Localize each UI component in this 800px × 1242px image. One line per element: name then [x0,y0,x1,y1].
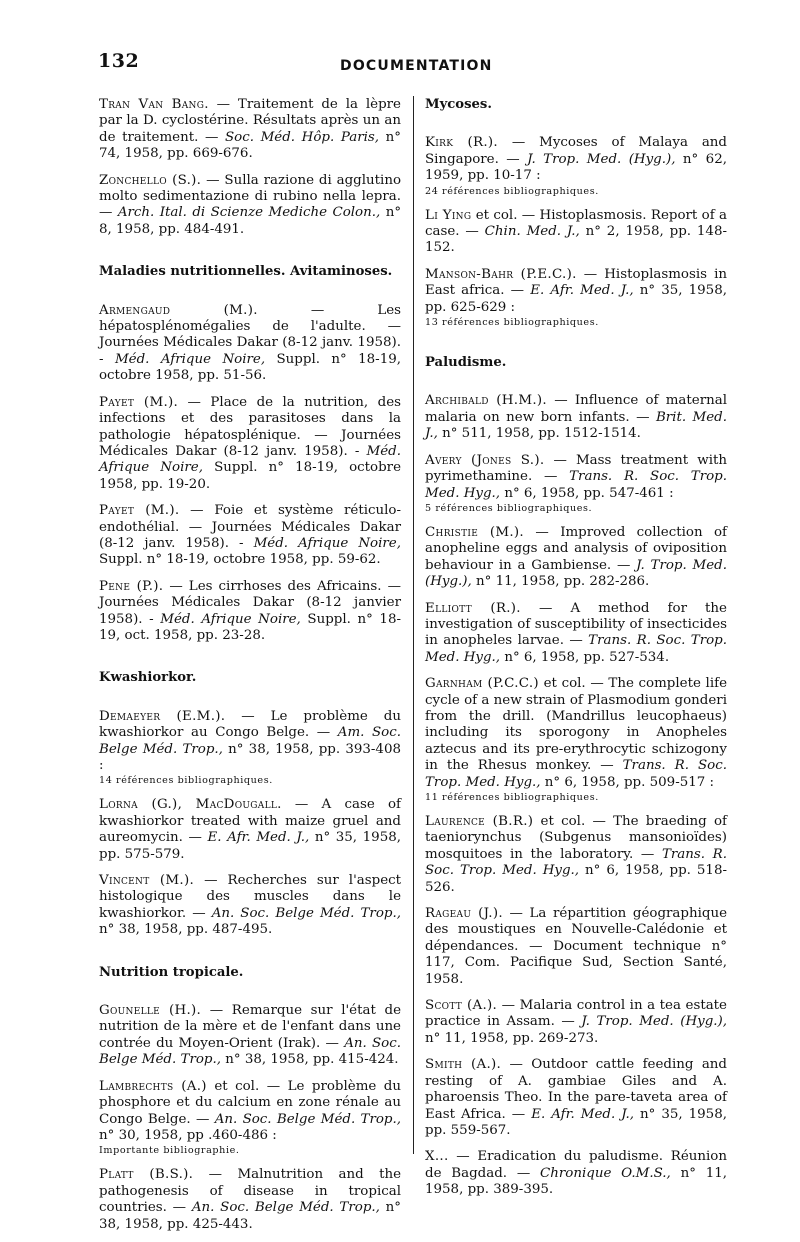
entry-details: n° 6, 1958, pp. 518-526. [425,863,727,895]
bibliography-entry [99,97,401,163]
entry-text: — Remarque sur l'état de nutrition de la mère et de l'enfant dans une contrée du Moyen-Orient (Irak). — [99,1003,401,1051]
section-heading: Nutrition tropicale. [99,964,244,980]
entry-text: et col. — The complete life cycle of a new strain of Plasmodium gonderi from the drill. (Mandrillus leucophaeus) including its sporogony in Anopheles aztecus and its pre-erythrocytic schizogony in the Rhesus monkey. — [425,676,727,774]
bibliography-entry [425,1149,727,1198]
entry-text: — Mass treatment with pyrimethamine. — [425,452,727,485]
entry-text: — Outdoor cattle feeding and resting of A. gambiae Giles and A. pharoensis Theo. In the pare-taveta area of East Africa. — [425,1057,728,1122]
spacer [99,1069,401,1079]
entry-text: — Recherches sur l'aspect histologique des muscles dans le kwashiorkor. — [99,873,402,921]
bibliography-entry [99,1167,401,1233]
entry-text: — A case of kwashiorkor treated with maize gruel and aureomycin. — [99,797,401,846]
bibliography-entry [425,267,727,329]
bibliography-entry [425,676,727,804]
page-number: 132 [98,50,140,72]
spacer [425,371,727,393]
bibliography-entry [99,1003,401,1069]
spacer [99,493,401,503]
entry-journal: An. Soc. Belge Méd. Trop., [211,905,401,921]
spacer [99,939,401,965]
entry-journal: Méd. Afrique Noire, [253,535,401,551]
spacer [425,1047,727,1057]
entry-author: Platt (B.S.). [99,1167,194,1183]
entry-journal: Trans. R. Soc. Trop. Med. Hyg., [425,469,728,501]
entry-details: Suppl. n° 18-19, octobre 1958, pp. 19-20. [99,460,401,492]
entry-details: n° 35, 1958, pp. 575-579. [99,830,401,862]
entry-text: — Eradication du paludisme. Réunion de Bagdad. — [425,1149,727,1181]
bibliography-entry [425,525,727,591]
entry-author: Demaeyer (E.M.). [99,708,226,724]
entry-journal: Chronique O.M.S., [540,1165,671,1181]
spacer [99,644,401,670]
entry-journal: J. Trop. Med. (Hyg.), [527,151,676,167]
section-heading: Mycoses. [425,97,492,112]
entry-journal: Am. Soc. Belge Méd. Trop., [99,725,402,757]
entry-author: Smith (A.). [425,1057,502,1073]
entry-text: — Le problème du kwashiorkor au Congo Belge. — [99,708,401,741]
entry-author: Avery (Jones S.). [425,452,545,468]
spacer [425,1139,727,1149]
right-column [425,97,727,1199]
entry-author: Kirk (R.). [425,135,498,151]
entry-text: — Sulla razione di agglutino molto sedimentazione di rubino nella lepra. — [99,172,402,221]
entry-author: Li Ying [425,207,472,223]
entry-details: n° 38, 1958, pp. 425-443. [99,1200,402,1232]
entry-author: Manson-Bahr (P.E.C.). [425,266,577,282]
spacer [425,329,727,355]
section-heading: Maladies nutritionnelles. Avitaminoses. [99,264,393,280]
entry-text: — Les hépatosplénomégalies de l'adulte. — Journées Médicales Dakar (8-12 janv. 1958). - [99,302,402,367]
entry-details: n° 74, 1958, pp. 669-676. [99,129,401,162]
column-divider [413,96,414,1154]
bibliography-entry [425,135,727,197]
entry-details: n° 38, 1958, pp. 415-424. [221,1052,399,1068]
spacer [99,981,401,1003]
entry-author: Christie (M.). [425,524,524,540]
entry-text: — Malnutrition and the pathogenesis of disease in tropical countries. — [99,1167,402,1216]
entry-journal: Brit. Med. J., [425,409,727,442]
spacer [425,515,727,525]
entry-author: Armengaud (M.). [99,302,258,318]
entry-text: — Place de la nutrition, des infections et des parasitoses dans la pathologie hépatosplénique. — Journées Médicales Dakar (8-12 janv. 1958). - [99,394,401,459]
spacer [99,787,401,797]
entry-details: n° 511, 1958, pp. 1512-1514. [437,426,641,442]
entry-author: Pene (P.). [99,578,164,594]
entry-author: Lambrechts (A.) [99,1078,207,1094]
entry-author: Rageau (J.). [425,906,503,922]
entry-journal: Trans. R. Soc. Trop. Med. Hyg., [425,758,727,790]
spacer [425,257,727,267]
spacer [425,896,727,906]
spacer [99,281,401,303]
entry-author: Payet (M.). [99,394,179,410]
entry-text: — La répartition géographique des moustiques en Nouvelle-Calédonie et dépendances. — Document technique n° 117, Com. Pacifique Sud, Section Santé, 1958. [425,906,727,987]
entry-details: n° 6, 1958, pp. 509-517 : [540,774,715,790]
entry-details: n° 38, 1958, pp. 487-495. [99,922,273,938]
entry-text: et col. — Histoplasmosis. Report of a case. — [425,207,728,240]
bibliography-entry [99,797,401,863]
entry-journal: Méd. Afrique Noire, [99,443,401,476]
entry-journal: Chin. Med. J., [484,224,580,240]
bibliography-entry [425,1057,727,1139]
spacer [99,687,401,709]
spacer [99,1157,401,1167]
entry-note: 24 références bibliographiques. [425,185,599,197]
spacer [425,591,727,601]
entry-text: — Malaria control in a tea estate practice in Assam. — [425,998,727,1030]
entry-journal: An. Soc. Belge Méd. Trop., [214,1111,401,1127]
entry-journal: Méd. Afrique Noire, [114,351,266,367]
entry-author: Scott (A.). [425,998,498,1014]
entry-note: 5 références bibliographiques. [425,502,593,514]
spacer [99,163,401,173]
entry-journal: An. Soc. Belge Méd. Trop., [191,1200,380,1216]
entry-author: Payet (M.). [99,503,180,519]
entry-details: n° 35, 1958, pp. 559-567. [425,1106,727,1138]
entry-details: n° 8, 1958, pp. 484-491. [99,205,402,237]
entry-details: Suppl. n° 18-19, oct. 1958, pp. 23-28. [99,611,401,643]
entry-note: 11 références bibliographiques. [425,792,599,803]
entry-author: Zonchello (S.). [99,172,202,188]
entry-author: X... [425,1149,449,1165]
bibliography-entry [425,814,727,896]
entry-author: Elliott (R.). [425,600,521,616]
entry-details: n° 6, 1958, pp. 547-461 : [500,485,674,501]
bibliography-entry [425,601,727,667]
spacer [425,443,727,453]
bibliography-entry [99,579,401,645]
entry-details: Suppl. n° 18-19, octobre 1958, pp. 59-62. [99,552,381,568]
entry-journal: E. Afr. Med. J., [531,1106,635,1122]
entry-details: n° 11, 1958, pp. 282-286. [471,574,650,590]
bibliography-entry [99,503,401,569]
spacer [99,569,401,579]
bibliography-entry [99,395,401,493]
entry-journal: E. Afr. Med. J., [530,283,634,299]
entry-text: et col. — The braeding of taeniorynchus (Subgenus mansonioïdes) mosquitoes in the laboratory. — [425,814,728,862]
entry-text: — Traitement de la lèpre par la D. cyclostérine. Résultats après un an de traitement. — [99,97,401,145]
entry-note: Importante bibliographie. [99,1145,240,1157]
spacer [425,804,727,814]
bibliography-entry [425,393,727,442]
entry-text: — Histoplasmosis in East africa. — [425,266,727,299]
running-head: DOCUMENTATION [340,58,493,74]
entry-details: n° 38, 1958, pp. 393-408 : [99,741,401,773]
entry-author: Laurence (B.R.) [425,814,534,829]
bibliography-entry [425,208,727,257]
spacer [425,666,727,676]
entry-journal: Soc. Méd. Hôp. Paris, [224,129,380,145]
entry-details: n° 11, 1958, pp. 269-273. [425,1030,599,1046]
spacer [425,113,727,135]
spacer [425,988,727,998]
spacer [99,385,401,395]
bibliography-entry [99,873,401,939]
bibliography-entry [425,906,727,988]
spacer [99,863,401,873]
bibliography-entry [425,453,727,515]
entry-text: — Les cirrhoses des Africains. — Journées Médicales Dakar (8-12 janvier 1958). - [99,578,401,627]
bibliography-entry [99,173,401,239]
entry-text: et col. — Le problème du phosphore et du calcium en zone rénale au Congo Belge. — [99,1078,401,1127]
section-heading: Kwashiorkor. [99,670,197,686]
entry-details: n° 30, 1958, pp .460-486 : [99,1127,277,1143]
left-column [99,97,401,1233]
entry-text: — Foie et système réticulo-endothélial. — Journées Médicales Dakar (8-12 janv. 1958). - [99,503,401,551]
entry-journal: E. Afr. Med. J., [207,830,310,846]
bibliography-entry [99,303,401,385]
entry-note: 14 références bibliographiques. [99,775,273,787]
section-heading: Paludisme. [425,355,507,371]
entry-journal: Trans. R. Soc. Trop. Med. Hyg., [425,633,727,665]
bibliography-entry [99,709,401,788]
entry-journal: J. Trop. Med. (Hyg.), [425,557,728,590]
spacer [99,238,401,264]
entry-journal: Arch. Ital. di Scienze Mediche Colon., [117,205,381,221]
entry-text: — Improved collection of anopheline eggs and analysis of oviposition behaviour in a Gambiense. — [425,524,727,573]
entry-details: n° 6, 1958, pp. 527-534. [500,649,670,665]
entry-text: — Mycoses of Malaya and Singapore. — [425,135,727,167]
spacer [425,198,727,208]
entry-details: n° 2, 1958, pp. 148-152. [425,224,727,256]
entry-details: Suppl. n° 18-19, octobre 1958, pp. 51-56. [99,351,401,384]
entry-journal: Trans. R. Soc. Trop. Med. Hyg., [425,846,727,879]
entry-author: Vincent (M.). [99,873,195,889]
entry-journal: Méd. Afrique Noire, [160,611,301,627]
entry-details: n° 11, 1958, pp. 389-395. [425,1165,727,1198]
entry-journal: J. Trop. Med. (Hyg.), [581,1014,727,1030]
entry-note: 13 références bibliographiques. [425,317,599,329]
entry-details: n° 62, 1959, pp. 10-17 : [425,151,727,184]
entry-author: Archibald (H.M.). [425,393,547,409]
entry-author: Gounelle (H.). [99,1003,202,1019]
entry-author: Lorna (G.), MacDougall. [99,797,282,813]
entry-journal: An. Soc. Belge Méd. Trop., [99,1035,401,1068]
entry-text: — Influence of maternal malaria on new born infants. — [425,393,728,425]
entry-author: Tran Van Bang. [99,97,209,112]
entry-details: n° 35, 1958, pp. 625-629 : [425,283,727,315]
bibliography-entry [425,998,727,1047]
bibliography-entry [99,1079,401,1158]
entry-text: — A method for the investigation of susceptibility of insecticides in anopheles larvae. — [425,600,727,649]
entry-author: Garnham (P.C.C.) [425,676,539,692]
